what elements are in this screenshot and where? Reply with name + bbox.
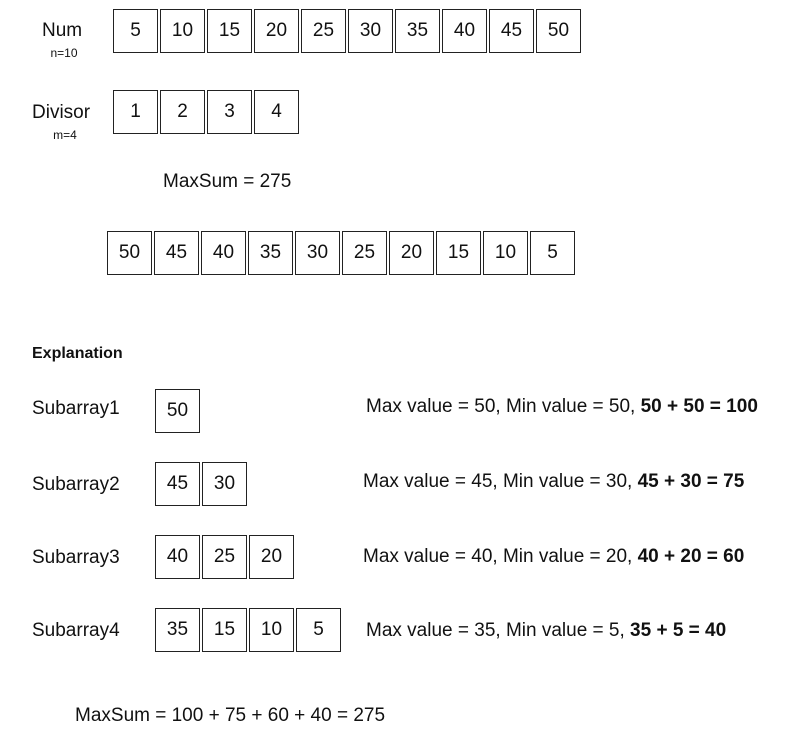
subarray1-text: Max value = 50, Min value = 50,	[366, 396, 641, 417]
sorted-cell: 10	[483, 231, 528, 275]
num-cell: 15	[207, 9, 252, 53]
num-array	[113, 9, 581, 53]
num-cell: 40	[442, 9, 487, 53]
sorted-array	[107, 231, 575, 275]
divisor-cell: 2	[160, 90, 205, 134]
subarray1-result: 50 + 50 = 100	[640, 396, 758, 417]
sorted-cell: 50	[107, 231, 152, 275]
divisor-cell: 3	[207, 90, 252, 134]
num-cell: 25	[301, 9, 346, 53]
subarray2-explanation	[363, 471, 744, 493]
subarray-cell: 40	[155, 535, 200, 579]
subarray1-array	[155, 389, 200, 433]
num-cell: 45	[489, 9, 534, 53]
subarray4-array	[155, 608, 341, 652]
subarray-cell: 20	[249, 535, 294, 579]
num-cell: 35	[395, 9, 440, 53]
sorted-cell: 5	[530, 231, 575, 275]
subarray4-label: Subarray4	[32, 620, 120, 641]
subarray3-label: Subarray3	[32, 547, 120, 568]
final-max-sum: MaxSum = 100 + 75 + 60 + 40 = 275	[75, 705, 386, 726]
divisor-m-label: m=4	[53, 128, 77, 142]
subarray-cell: 45	[155, 462, 200, 506]
subarray-cell: 30	[202, 462, 247, 506]
subarray2-array	[155, 462, 247, 506]
divisor-label: Divisor	[32, 102, 91, 123]
num-cell: 30	[348, 9, 393, 53]
subarray1-label: Subarray1	[32, 398, 120, 419]
subarray3-explanation	[363, 546, 744, 568]
divisor-cell: 1	[113, 90, 158, 134]
sorted-cell: 35	[248, 231, 293, 275]
divisor-cell: 4	[254, 90, 299, 134]
explanation-heading: Explanation	[32, 345, 123, 362]
subarray2-label: Subarray2	[32, 474, 120, 495]
sorted-cell: 45	[154, 231, 199, 275]
sorted-cell: 40	[201, 231, 246, 275]
sorted-cell: 20	[389, 231, 434, 275]
subarray-cell: 50	[155, 389, 200, 433]
subarray4-result: 35 + 5 = 40	[630, 620, 727, 641]
max-sum-line: MaxSum = 275	[163, 171, 292, 192]
sorted-cell: 30	[295, 231, 340, 275]
subarray-cell: 10	[249, 608, 294, 652]
subarray3-array	[155, 535, 294, 579]
sorted-cell: 15	[436, 231, 481, 275]
subarray3-text: Max value = 40, Min value = 20,	[363, 546, 638, 567]
subarray2-result: 45 + 30 = 75	[637, 471, 745, 492]
subarray-cell: 5	[296, 608, 341, 652]
num-cell: 10	[160, 9, 205, 53]
subarray-cell: 25	[202, 535, 247, 579]
subarray-cell: 35	[155, 608, 200, 652]
sorted-cell: 25	[342, 231, 387, 275]
subarray1-explanation	[366, 396, 758, 418]
subarray2-text: Max value = 45, Min value = 30,	[363, 471, 638, 492]
num-cell: 50	[536, 9, 581, 53]
subarray4-explanation	[366, 620, 726, 642]
subarray4-text: Max value = 35, Min value = 5,	[366, 620, 631, 641]
num-n-label: n=10	[50, 46, 78, 60]
subarray3-result: 40 + 20 = 60	[637, 546, 745, 567]
num-cell: 5	[113, 9, 158, 53]
num-label: Num	[42, 20, 83, 41]
subarray-cell: 15	[202, 608, 247, 652]
divisor-array	[113, 90, 299, 134]
num-cell: 20	[254, 9, 299, 53]
